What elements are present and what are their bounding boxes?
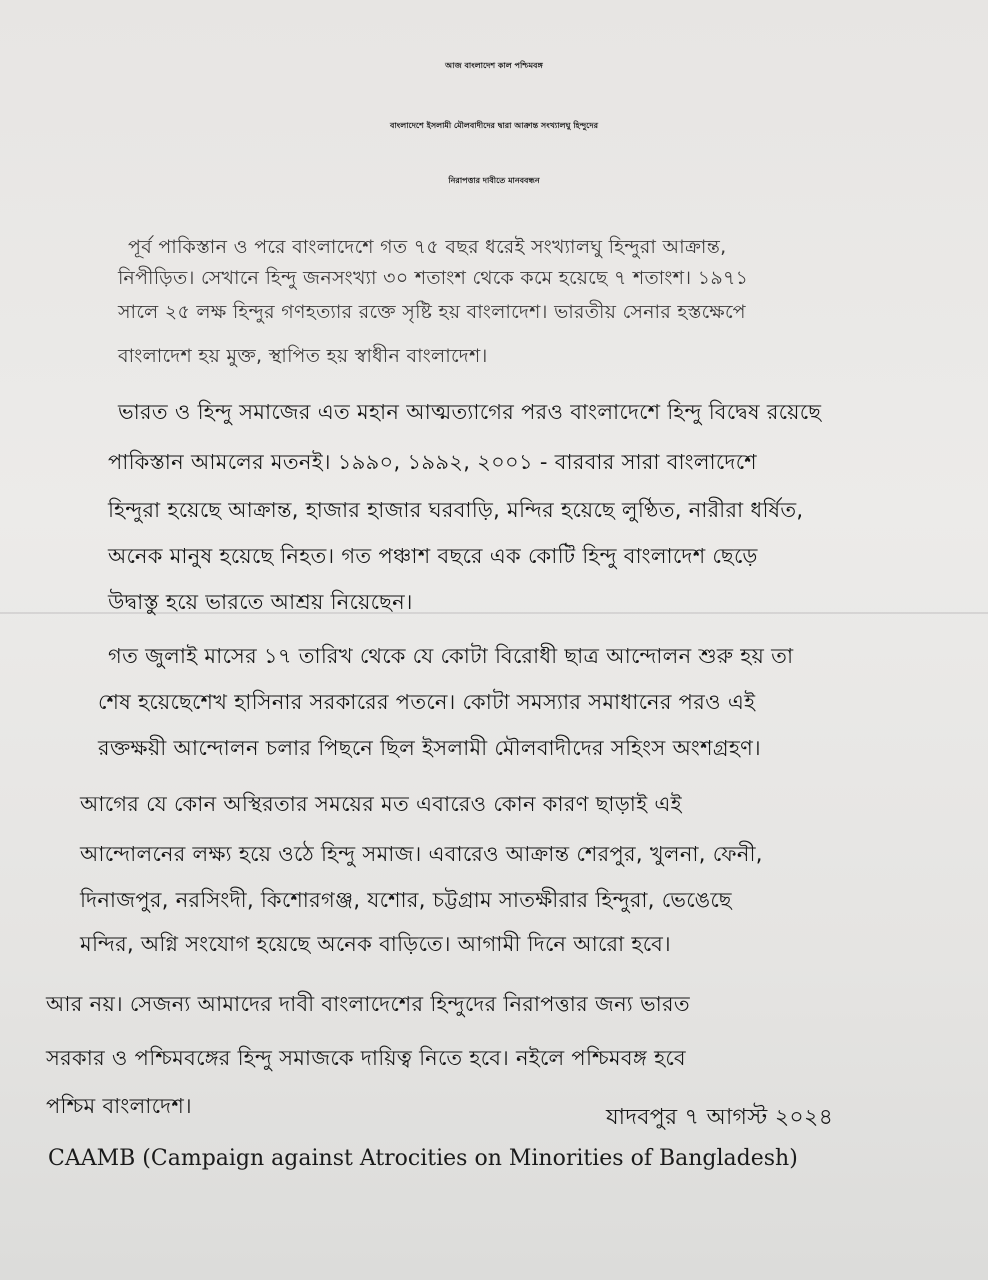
paragraph-line: শেষ হয়েছেশেখ হাসিনার সরকারের পতনে। কোটা সমস্যার সমাধানের পরও এই (98, 690, 756, 714)
leaflet-subtitle-line-1: বাংলাদেশে ইসলামী মৌলবাদীদের দ্বারা আক্রান্ত সংখ্যালঘু হিন্দুদের (390, 121, 598, 130)
paragraph-line: ভারত ও হিন্দু সমাজের এত মহান আত্মত্যাগের পরও বাংলাদেশে হিন্দু বিদ্বেষ রয়েছে (118, 400, 822, 424)
paragraph-line: মন্দির, অগ্নি সংযোগ হয়েছে অনেক বাড়িতে। আগামী দিনে আরো হবে। (80, 932, 671, 956)
paragraph-line: রক্তক্ষয়ী আন্দোলন চলার পিছনে ছিল ইসলামী মৌলবাদীদের সহিংস অংশগ্রহণ। (98, 736, 761, 760)
paragraph-line: সালে ২৫ লক্ষ হিন্দুর গণহত্যার রক্তে সৃষ্টি হয় বাংলাদেশ। ভারতীয় সেনার হস্তক্ষেপে (118, 301, 746, 323)
paragraph-line: আগের যে কোন অস্থিরতার সময়ের মত এবারেও কোন কারণ ছাড়াই এই (80, 792, 682, 816)
paragraph-line: পূর্ব পাকিস্তান ও পরে বাংলাদেশে গত ৭৫ বছর ধরেই সংখ্যালঘু হিন্দুরা আক্রান্ত, (128, 236, 727, 258)
paragraph-line: অনেক মানুষ হয়েছে নিহত। গত পঞ্চাশ বছরে এক কোটি হিন্দু বাংলাদেশ ছেড়ে (108, 544, 758, 568)
leaflet-subtitle-line-2: নিরাপত্তার দাবীতে মানববন্ধন (448, 176, 540, 185)
paragraph-line: আন্দোলনের লক্ষ্য হয়ে ওঠে হিন্দু সমাজ। এবারেও আক্রান্ত শেরপুর, খুলনা, ফেনী, (80, 842, 763, 866)
paragraph-line: উদ্বাস্তু হয়ে ভারতে আশ্রয় নিয়েছেন। (108, 590, 413, 614)
paragraph-line: বাংলাদেশ হয় মুক্ত, স্থাপিত হয় স্বাধীন বাংলাদেশ। (118, 345, 488, 367)
place-date: যাদবপুর ৭ আগস্ট ২০২৪ (606, 1105, 834, 1130)
paragraph-line: দিনাজপুর, নরসিংদী, কিশোরগঞ্জ, যশোর, চট্টগ্রাম সাতক্ষীরার হিন্দুরা, ভেঙেছে (80, 888, 732, 912)
paragraph-line: সরকার ও পশ্চিমবঙ্গের হিন্দু সমাজকে দায়িত্ব নিতে হবে। নইলে পশ্চিমবঙ্গ হবে (46, 1046, 686, 1070)
paragraph-line: নিপীড়িত। সেখানে হিন্দু জনসংখ্যা ৩০ শতাংশ থেকে কমে হয়েছে ৭ শতাংশ। ১৯৭১ (118, 267, 749, 289)
leaflet-title: আজ বাংলাদেশ কাল পশ্চিমবঙ্গ (445, 61, 543, 70)
organization-footer: CAAMB (Campaign against Atrocities on Minorities of Bangladesh) (48, 1146, 798, 1171)
paragraph-line: গত জুলাই মাসের ১৭ তারিখ থেকে যে কোটা বিরোধী ছাত্র আন্দোলন শুরু হয় তা (108, 644, 794, 668)
paragraph-line: আর নয়। সেজন্য আমাদের দাবী বাংলাদেশের হিন্দুদের নিরাপত্তার জন্য ভারত (46, 992, 690, 1016)
paragraph-line: হিন্দুরা হয়েছে আক্রান্ত, হাজার হাজার ঘরবাড়ি, মন্দির হয়েছে লুণ্ঠিত, নারীরা ধর্ষিত, (108, 498, 804, 522)
paragraph-line: পশ্চিম বাংলাদেশ। (46, 1094, 192, 1118)
paragraph-line: পাকিস্তান আমলের মতনই। ১৯৯০, ১৯৯২, ২০০১ - বারবার সারা বাংলাদেশে (108, 450, 757, 474)
